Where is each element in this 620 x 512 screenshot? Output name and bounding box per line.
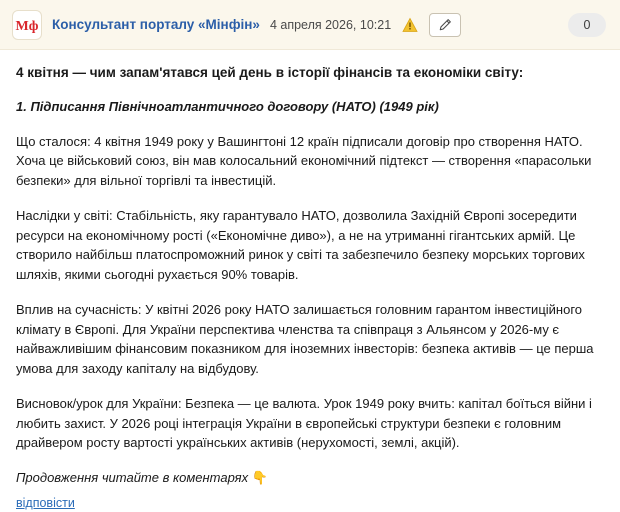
post-paragraph: Що сталося: 4 квітня 1949 року у Вашингтоні 12 країн підписали договір про створення НАТО. Хоча це військовий союз, він мав колосальний економічний підтекст — створення «парасольки безпеки» для вільної торгівлі та інвестицій. <box>16 133 592 188</box>
channel-name[interactable]: Консультант порталу «Мінфін» <box>52 17 260 32</box>
post-paragraph: Висновок/урок для України: Безпека — це валюта. Урок 1949 року вчить: капітал боїться війни і любить захист. У 2026 році інтеграція України в європейські структури безпеки є головним драйвером росту вартості українських активів (нерухомості, землі, акцій). <box>16 396 592 451</box>
svg-text:Мф: Мф <box>15 18 39 34</box>
post-paragraph: Наслідки у світі: Стабільність, яку гарантувало НАТО, дозволила Західній Європі зосередити ресурси на економічному рості («Економічне диво»), а не на утриманні гігантських армій. Це створило найбільш платоспроможний ринок у світі та забезпечило безпеку морських торгових шляхів, якими сьогодні рухається 90% товарів. <box>16 208 585 282</box>
pointing-down-icon: 👇 <box>251 469 268 485</box>
views-badge: 0 <box>568 13 606 37</box>
post-closing-text: Продовження читайте в коментарях <box>16 469 249 485</box>
reply-link[interactable]: відповісти <box>16 495 75 510</box>
warning-triangle-icon[interactable] <box>401 16 419 34</box>
post-header <box>0 0 620 50</box>
post-lead: 4 квітня — чим запам'ятався цей день в історії фінансів та економіки світу: <box>16 65 524 80</box>
edit-post-button[interactable] <box>429 13 461 37</box>
post-section-title: 1. Підписання Північноатлантичного договору (НАТО) (1949 рік) <box>16 99 439 115</box>
post-closing <box>16 469 604 488</box>
mf-monogram-icon[interactable] <box>12 10 42 40</box>
post-body <box>0 50 620 512</box>
pencil-edit-icon <box>438 18 452 32</box>
post-date: 4 апреля 2026, 10:21 <box>269 17 392 32</box>
post-paragraph: Вплив на сучасність: У квітні 2026 року НАТО залишається головним гарантом інвестиційного клімату в Європі. Для України перспектива членства та співпраця з Альянсом у 2026-му є найважливішим фінансовим показником для іноземних інвесторів: безпека активів — це перша умова для заходу капіталу на відбудову. <box>16 302 594 376</box>
